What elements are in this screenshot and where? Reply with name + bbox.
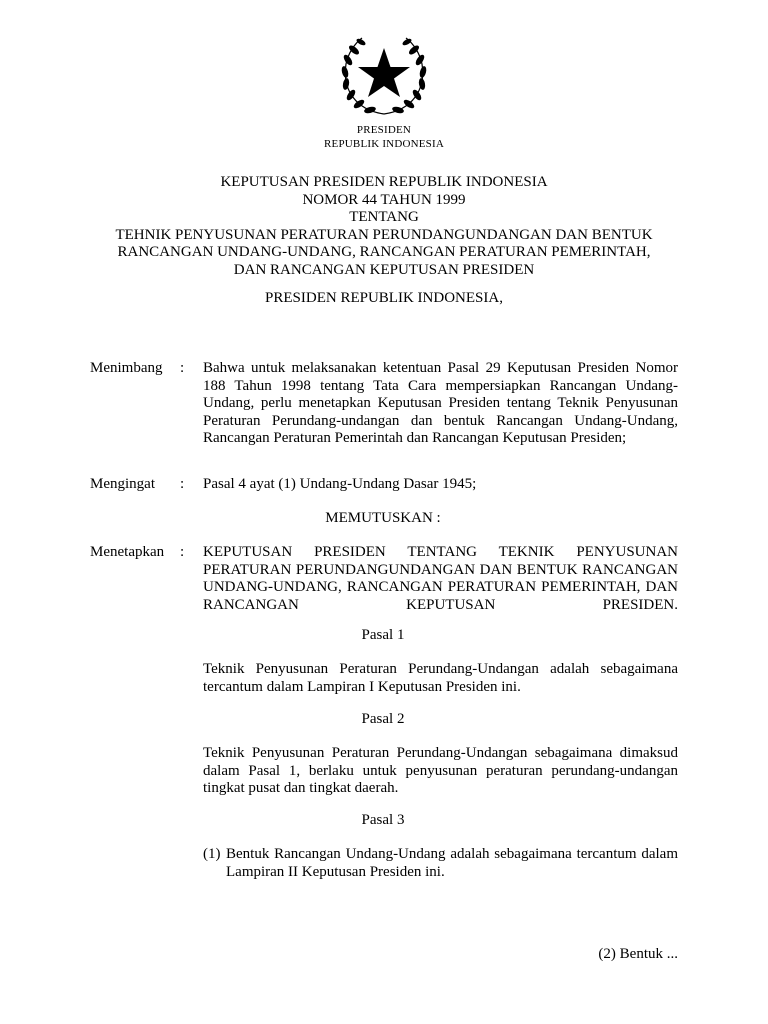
menimbang-colon: :: [180, 360, 185, 376]
issuer-line: PRESIDEN REPUBLIK INDONESIA,: [265, 290, 503, 306]
pasal-3-item-1-number: (1): [203, 846, 221, 862]
header-presiden: PRESIDEN: [356, 124, 412, 136]
pasal-2-heading: Pasal 2: [361, 711, 405, 727]
pasal-2-text: Teknik Penyusunan Peraturan Perundang-Undangan sebagaimana dimaksud dalam Pasal 1, berlaku untuk penyusunan peraturan perundang-undangan tingkat pusat dan tingkat daerah.: [203, 745, 678, 796]
memutuskan-heading: MEMUTUSKAN :: [325, 510, 441, 526]
pasal-3-heading: Pasal 3: [361, 812, 405, 828]
mengingat-text: Pasal 4 ayat (1) Undang-Undang Dasar 1945;: [203, 476, 477, 492]
pasal-1-text: Teknik Penyusunan Peraturan Perundang-Undangan adalah sebagaimana tercantum dalam Lampiran I Keputusan Presiden ini.: [203, 661, 678, 695]
decree-title: KEPUTUSAN PRESIDEN REPUBLIK INDONESIA: [220, 174, 548, 190]
decree-subject-line-1: TEHNIK PENYUSUNAN PERATURAN PERUNDANGUNDANGAN DAN BENTUK: [115, 226, 653, 243]
menetapkan-colon: :: [180, 544, 185, 560]
page-continuation: (2) Bentuk ...: [598, 946, 678, 962]
mengingat-label: Mengingat: [90, 476, 155, 492]
decree-subject-line-2: RANCANGAN UNDANG-UNDANG, RANCANGAN PERATURAN PEMERINTAH,: [117, 244, 651, 260]
decree-subject-line-3: DAN RANCANGAN KEPUTUSAN PRESIDEN: [233, 261, 535, 278]
menetapkan-text: KEPUTUSAN PRESIDEN TENTANG TEKNIK PENYUSUNAN PERATURAN PERUNDANGUNDANGAN DAN BENTUK RANCANGAN UNDANG-UNDANG, RANCANGAN PERATURAN PEMERINTAH, DAN RANCANGAN KEPUTUSAN PRESIDEN.: [203, 544, 678, 613]
pasal-3-item-1: [203, 846, 678, 881]
header-republik-indonesia: REPUBLIK INDONESIA: [323, 138, 444, 150]
menimbang-text: Bahwa untuk melaksanakan ketentuan Pasal 29 Keputusan Presiden Nomor 188 Tahun 1998 tentang Tata Cara mempersiapkan Rancangan Undang-Undang, perlu menetapkan Keputusan Presiden tentang Teknik Penyusunan Peraturan Perundang-undangan dan bentuk Rancangan Undang-Undang, Rancangan Peraturan Pemerintah dan Rancangan Keputusan Presiden;: [203, 360, 678, 446]
mengingat-colon: :: [180, 476, 185, 492]
garuda-star-wreath-emblem-icon: [334, 30, 434, 120]
decree-number: NOMOR 44 TAHUN 1999: [302, 191, 466, 208]
pasal-1-heading: Pasal 1: [361, 627, 405, 643]
menetapkan-label: Menetapkan: [90, 544, 165, 560]
menimbang-label: Menimbang: [90, 360, 163, 376]
pasal-3-item-1-text: Bentuk Rancangan Undang-Undang adalah sebagaimana tercantum dalam Lampiran II Keputusan Presiden ini.: [226, 846, 678, 880]
decree-tentang: TENTANG: [349, 209, 419, 225]
